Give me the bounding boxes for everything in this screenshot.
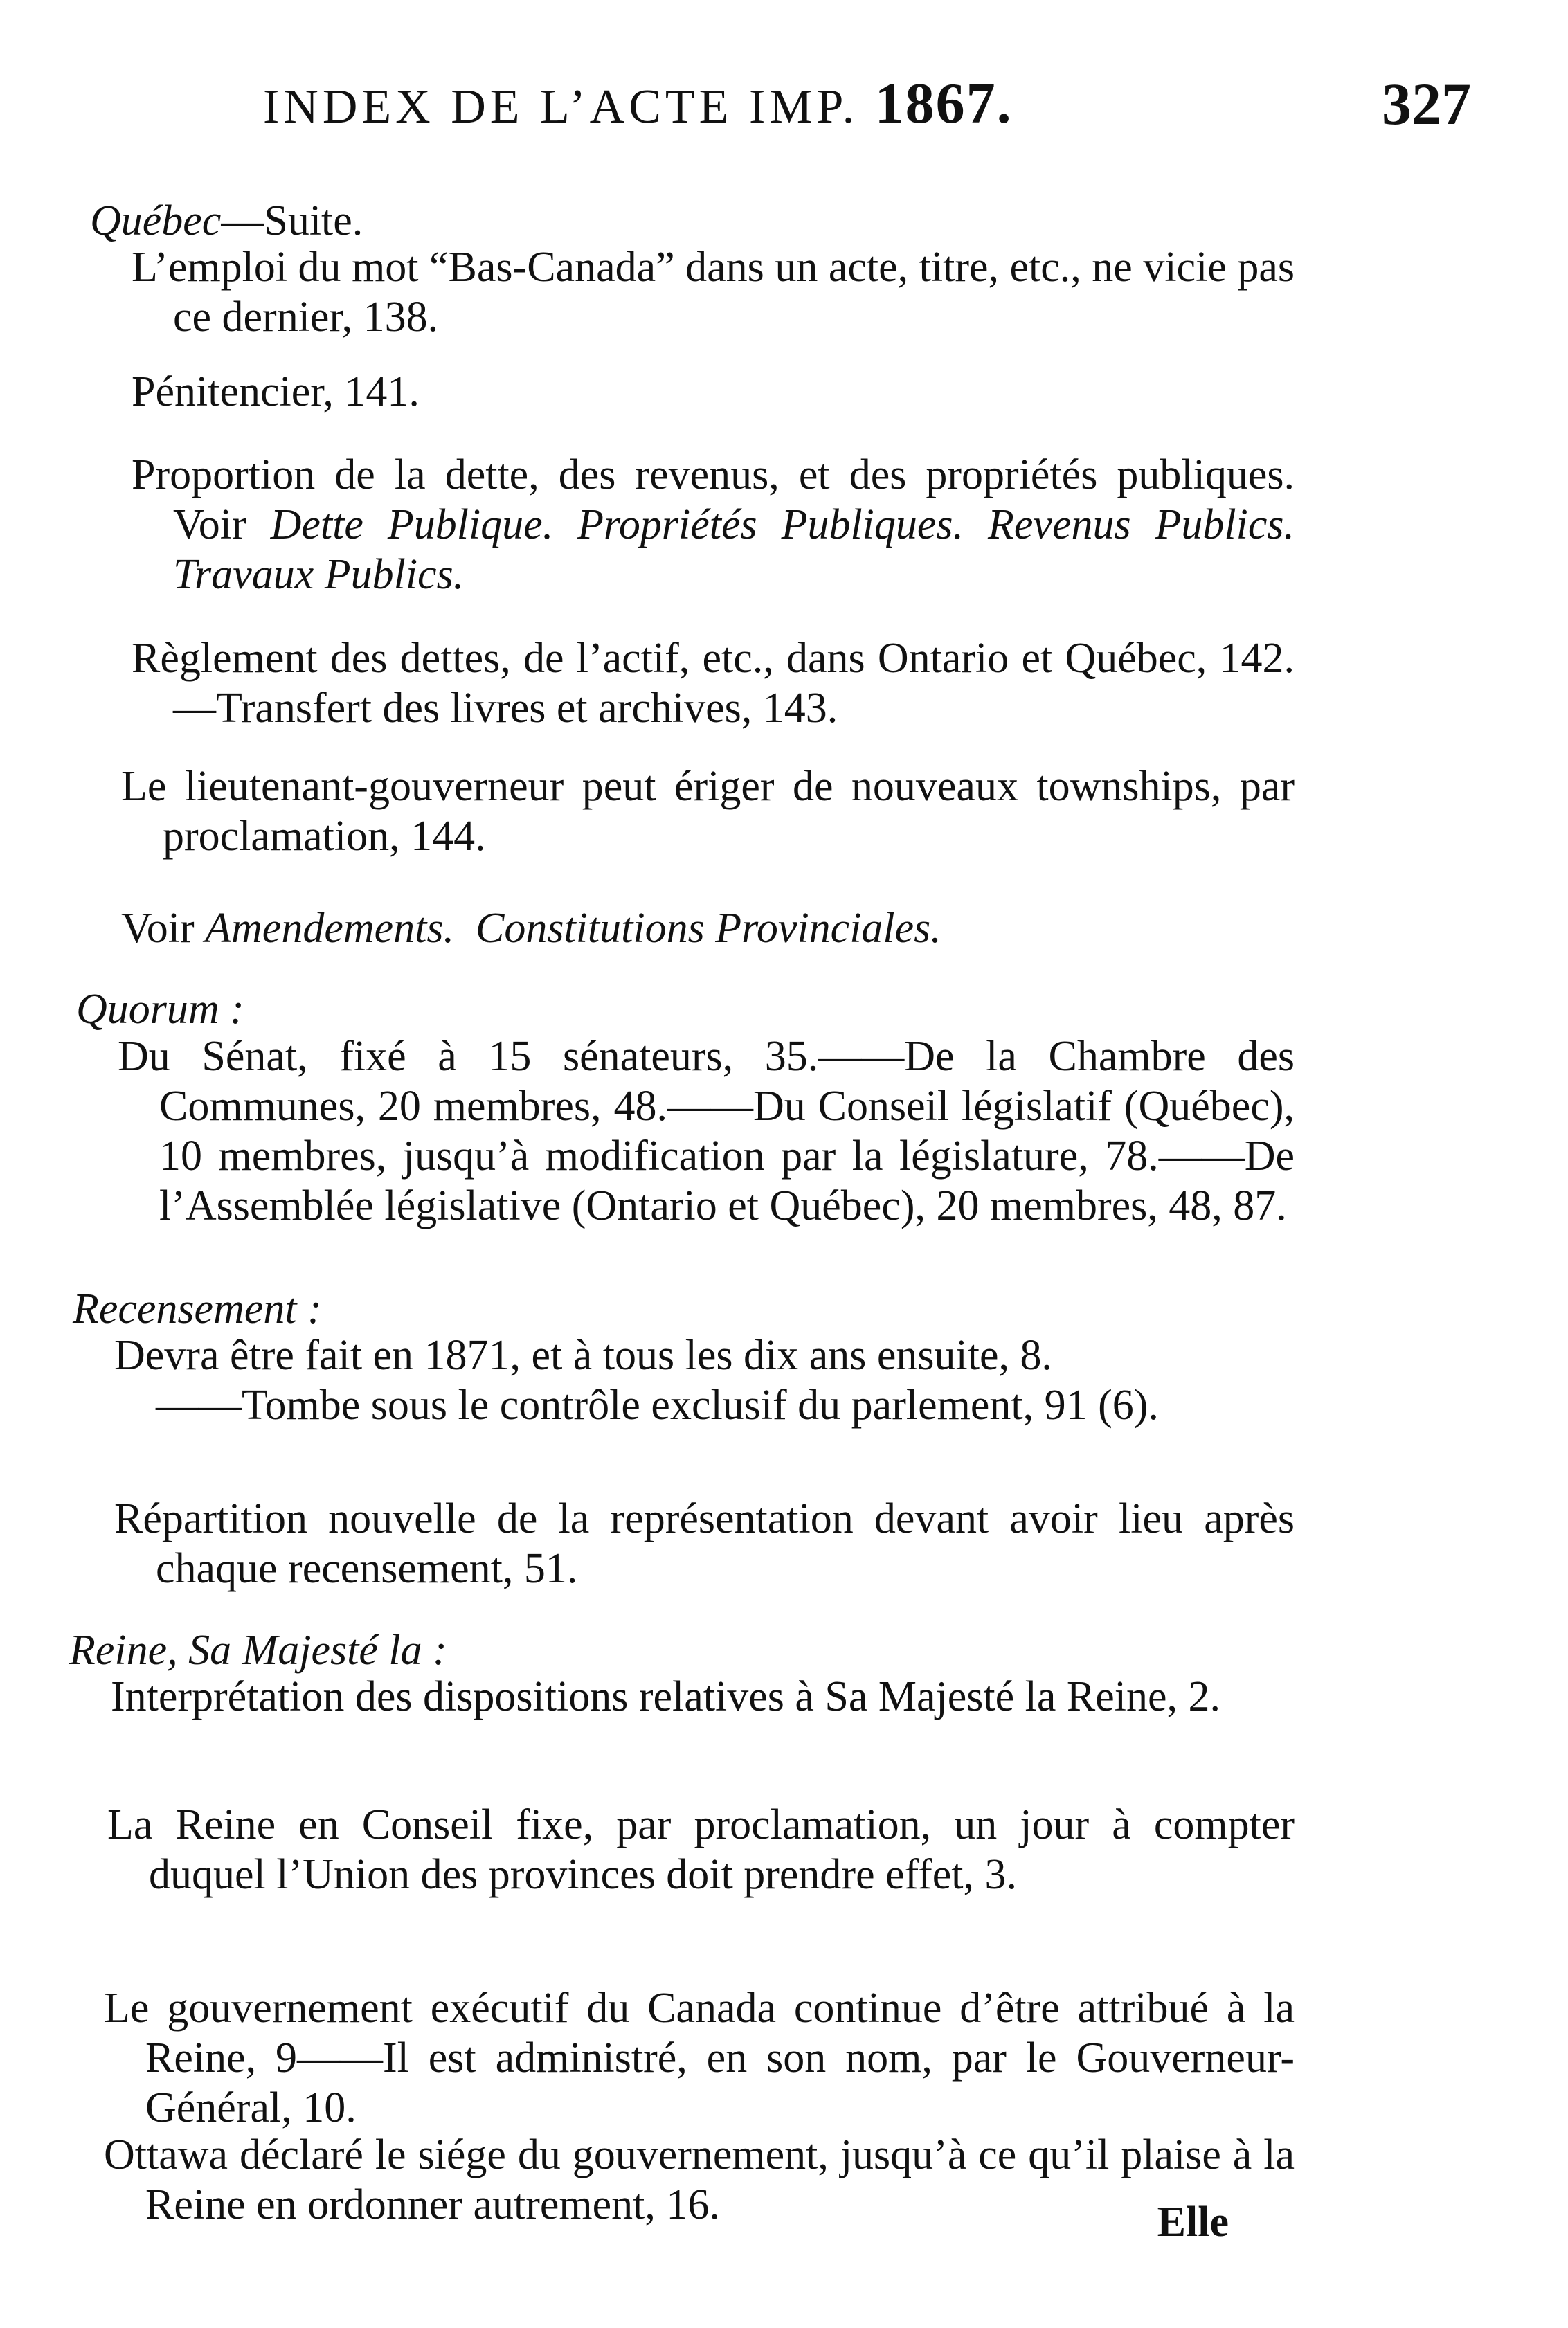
- entry-recensement-controle: ——Tombe sous le contrôle exclusif du parlement, 91 (6).: [156, 1382, 1159, 1429]
- xref-amendements: Amendements.: [205, 905, 454, 952]
- xref-revenus-publics: Revenus Publics.: [988, 501, 1295, 548]
- entry-quebec-voir: [121, 903, 1253, 953]
- heading-quorum: Quorum :: [76, 986, 244, 1033]
- running-title-year: 1867.: [874, 71, 1013, 136]
- xref-proprietes-publiques: Propriétés Publiques.: [577, 501, 964, 548]
- entry-reine-conseil: La Reine en Conseil fixe, par proclamation, un jour à compter duquel l’Union des provinces doit prendre effet, 3.: [107, 1801, 1295, 1898]
- entry-voir-text: Voir: [121, 905, 195, 952]
- entry-recensement-repartition: Répartition nouvelle de la représentation devant avoir lieu après chaque recensement, 51.: [114, 1495, 1295, 1592]
- xref-travaux-publics: Travaux Publics.: [173, 551, 465, 598]
- heading-reine: Reine, Sa Majesté la :: [69, 1627, 447, 1674]
- running-title-text: INDEX DE L’ACTE IMP.: [263, 80, 859, 134]
- heading-quebec-label: Québec: [90, 197, 222, 244]
- entry-quebec-penitencier: Pénitencier, 141.: [132, 368, 420, 415]
- xref-dette-publique: Dette Publique.: [270, 501, 554, 548]
- heading-quebec: [90, 196, 363, 246]
- page-number: 327: [1382, 71, 1471, 137]
- page-header: [263, 66, 1471, 142]
- catchword: Elle: [1157, 2199, 1229, 2246]
- heading-quebec-suffix: —Suite.: [221, 197, 363, 244]
- entry-quebec-reglement: Règlement des dettes, de l’actif, etc., dans Ontario et Québec, 142.—Transfert des livres et archives, 143.: [132, 635, 1295, 732]
- heading-recensement: Recensement :: [73, 1285, 322, 1333]
- entry-reine-ottawa: Ottawa déclaré le siége du gouvernement, jusqu’à ce qu’il plaise à la Reine en ordonner autrement, 16.: [104, 2131, 1295, 2228]
- entry-quebec-proportion: [132, 450, 1295, 599]
- entry-reine-interpretation: Interprétation des dispositions relatives à Sa Majesté la Reine, 2.: [111, 1673, 1220, 1720]
- entry-quebec-townships: Le lieutenant-gouverneur peut ériger de nouveaux townships, par proclamation, 144.: [121, 763, 1295, 860]
- xref-constitutions-provinciales: Constitutions Provinciales.: [476, 905, 941, 952]
- entry-recensement-1871: Devra être fait en 1871, et à tous les dix ans ensuite, 8.: [114, 1332, 1052, 1379]
- running-title: [263, 66, 1013, 145]
- entry-reine-gouvernement: Le gouvernement exécutif du Canada continue d’être attribué à la Reine, 9——Il est administré, en son nom, par le Gouverneur-Général, 10.: [104, 1985, 1295, 2131]
- entry-proportion-text: Proportion de la dette, des revenus, et des propriétés publiques. Voir: [132, 451, 1295, 548]
- entry-quebec-bas-canada: L’emploi du mot “Bas-Canada” dans un acte, titre, etc., ne vicie pas ce dernier, 138.: [132, 244, 1295, 341]
- entry-quorum-senat: Du Sénat, fixé à 15 sénateurs, 35.——De la Chambre des Communes, 20 membres, 48.——Du Conseil législatif (Québec), 10 membres, jusqu’à modification par la législature, 78.——De l’Assemblée législative (Ontario et Québec), 20 membres, 48, 87.: [118, 1033, 1295, 1229]
